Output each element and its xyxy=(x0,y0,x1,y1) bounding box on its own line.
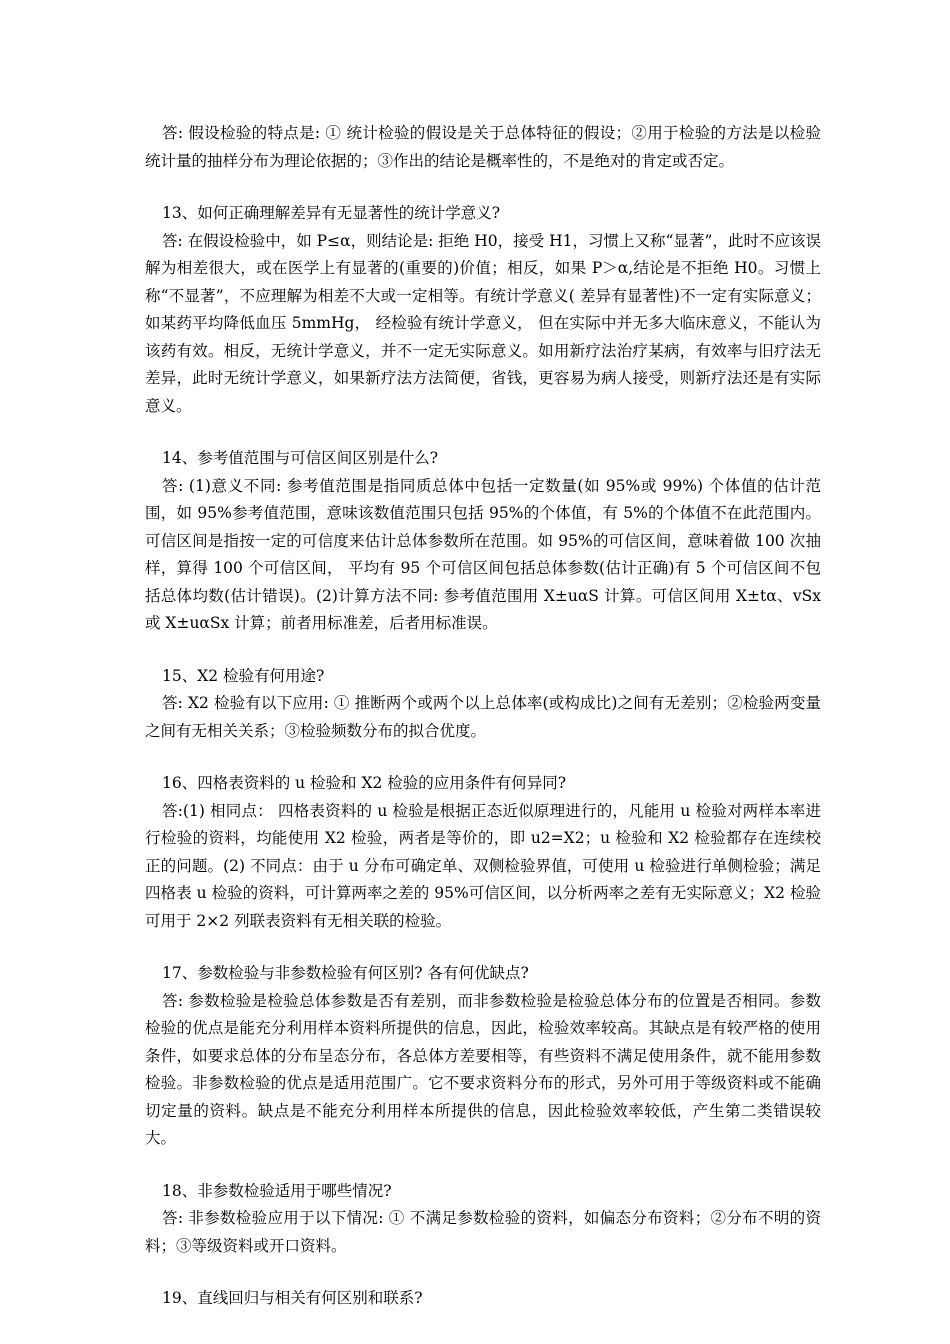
section-answer: 答: 在假设检验中，如 P≤α，则结论是: 拒绝 H0，接受 H1，习惯上又称“显著”，此时不应该误解为相差很大，或在医学上有显著的(重要的)价值；相反，如果 P＞α,结论是不拒绝 H0。习惯上称“不显著”，不应理解为相差不大或一定相等。有统计学意义( 差异有显著性)不一定有实际意义；如某药平均降低血压 5mmHg， 经检验有统计学意义， 但在实际中并无多大临床意义，不能认为该药有效。相反，无统计学意义，并不一定无实际意义。如用新疗法治疗某病，有效率与旧疗法无差异，此时无统计学意义，如果新疗法方法简便，省钱，更容易为病人接受，则新疗法还是有实际意义。 xyxy=(145,231,821,415)
section-question: 16、四格表资料的 u 检验和 X2 检验的应用条件有何异同? xyxy=(162,774,567,792)
section-question: 13、如何正确理解差异有无显著性的统计学意义? xyxy=(162,204,501,222)
section-16 xyxy=(145,770,821,935)
section-answer: 答: 非参数检验应用于以下情况: ① 不满足参数检验的资料，如偏态分布资料；②分布不明的资料；③等级资料或开口资料。 xyxy=(145,1209,821,1255)
section-question: 17、参数检验与非参数检验有何区别? 各有何优缺点? xyxy=(162,964,529,982)
section-answer: 答: (1)意义不同: 参考值范围是指同质总体中包括一定数量(如 95%或 99%) 个体值的估计范围，如 95%参考值范围，意味该数值范围只包括 95%的个体值，有 5%的个体值不在此范围内。可信区间是指按一定的可信度来估计总体参数所在范围。如 95%的可信区间，意味着做 100 次抽样，算得 100 个可信区间， 平均有 95 个可信区间包括总体参数(估计正确)有 5 个可信区间不包括总体均数(估计错误)。(2)计算方法不同: 参考值范围用 X±uαS 计算。可信区间用 X±tα、vSx 或 X±uαSx 计算；前者用标准差，后者用标准误。 xyxy=(145,476,821,632)
section-question: 14、参考值范围与可信区间区别是什么? xyxy=(162,449,439,467)
section-19 xyxy=(145,1285,821,1313)
section-14 xyxy=(145,445,821,638)
section-answer: 答: X2 检验有以下应用: ① 推断两个或两个以上总体率(或构成比)之间有无差别；②检验两变量之间有无相关关系；③检验频数分布的拟合优度。 xyxy=(145,694,821,740)
section-12-answer-block xyxy=(145,120,821,175)
section-answer: 答:(1) 相同点： 四格表资料的 u 检验是根据正态近似原理进行的，凡能用 u 检验对两样本率进行检验的资料，均能使用 X2 检验，两者是等价的，即 u2=X2；u 检验和 X2 检验都存在连续校正的问题。(2) 不同点：由于 u 分布可确定单、双侧检验界值，可使用 u 检验进行单侧检验；满足四格表 u 检验的资料，可计算两率之差的 95%可信区间，以分析两率之差有无实际意义；X2 检验可用于 2×2 列联表资料有无相关联的检验。 xyxy=(145,801,821,930)
section-18 xyxy=(145,1178,821,1261)
section-question: 19、直线回归与相关有何区别和联系? xyxy=(162,1289,423,1307)
section-answer: 答: 假设检验的特点是: ① 统计检验的假设是关于总体特征的假设；②用于检验的方法是以检验统计量的抽样分布为理论依据的；③作出的结论是概率性的，不是绝对的肯定或否定。 xyxy=(145,124,821,170)
section-question: 15、X2 检验有何用途? xyxy=(162,666,325,685)
section-15 xyxy=(145,663,821,746)
section-13 xyxy=(145,200,821,420)
document-body xyxy=(145,120,821,1338)
section-question: 18、非参数检验适用于哪些情况? xyxy=(162,1181,392,1200)
section-17 xyxy=(145,960,821,1153)
section-answer: 答: 参数检验是检验总体参数是否有差别，而非参数检验是检验总体分布的位置是否相同。参数检验的优点是能充分利用样本资料所提供的信息，因此，检验效率较高。其缺点是有较严格的使用条件，如要求总体的分布呈态分布，各总体方差要相等，有些资料不满足使用条件，就不能用参数检验。非参数检验的优点是适用范围广。它不要求资料分布的形式，另外可用于等级资料或不能确切定量的资料。缺点是不能充分利用样本所提供的信息，因此检验效率较低，产生第二类错误较大。 xyxy=(145,991,821,1147)
